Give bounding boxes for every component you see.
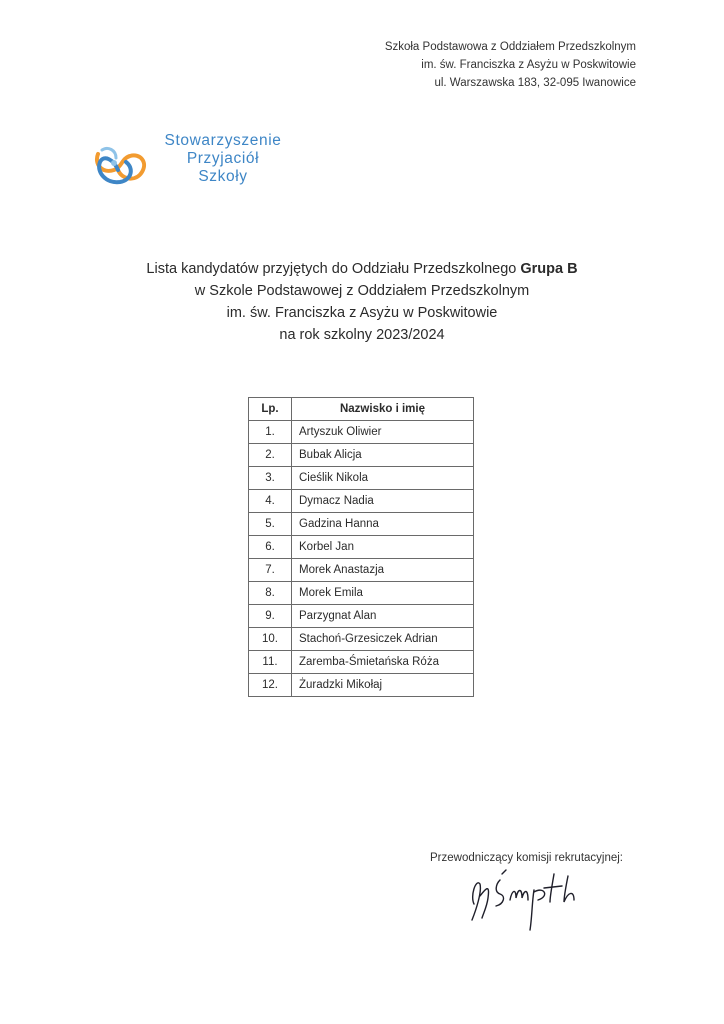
row-number: 2. — [249, 444, 292, 467]
candidate-name: Żuradzki Mikołaj — [292, 674, 474, 697]
row-number: 11. — [249, 651, 292, 674]
signature-label: Przewodniczący komisji rekrutacyjnej: — [430, 852, 624, 864]
row-number: 6. — [249, 536, 292, 559]
candidate-name: Bubak Alicja — [292, 444, 474, 467]
logo-line-2: Przyjaciół — [186, 150, 260, 167]
candidate-name: Morek Emila — [292, 582, 474, 605]
school-address-line: ul. Warszawska 183, 32-095 Iwanowice — [434, 77, 636, 89]
admitted-candidates-table — [248, 397, 474, 697]
row-number: 12. — [249, 674, 292, 697]
table-row — [249, 628, 474, 651]
association-logo — [92, 132, 292, 202]
candidate-name: Stachoń-Grzesiczek Adrian — [292, 628, 474, 651]
table-row — [249, 513, 474, 536]
header-name: Nazwisko i imię — [292, 398, 474, 421]
group-name: Grupa B — [520, 261, 578, 277]
table-row — [249, 467, 474, 490]
candidate-name: Zaremba-Śmietańska Róża — [292, 651, 474, 674]
candidate-name: Morek Anastazja — [292, 559, 474, 582]
table-row — [249, 674, 474, 697]
logo-line-3: Szkoły — [198, 168, 248, 185]
candidate-name: Gadzina Hanna — [292, 513, 474, 536]
title-line-4: na rok szkolny 2023/2024 — [279, 327, 445, 343]
row-number: 8. — [249, 582, 292, 605]
table-header-row — [249, 398, 474, 421]
candidate-name: Korbel Jan — [292, 536, 474, 559]
row-number: 7. — [249, 559, 292, 582]
title-line-3: im. św. Franciszka z Asyżu w Poskwitowie — [226, 305, 498, 321]
title-line-2: w Szkole Podstawowej z Oddziałem Przedszkolnym — [194, 283, 530, 299]
handwritten-signature-icon — [460, 866, 600, 936]
logo-line-1: Stowarzyszenie — [164, 132, 282, 149]
row-number: 3. — [249, 467, 292, 490]
table-row — [249, 559, 474, 582]
school-patron-line: im. św. Franciszka z Asyżu w Poskwitowie — [421, 59, 636, 71]
table-row — [249, 490, 474, 513]
row-number: 4. — [249, 490, 292, 513]
candidate-name: Cieślik Nikola — [292, 467, 474, 490]
title-line-1: Lista kandydatów przyjętych do Oddziału Przedszkolnego Grupa B — [146, 261, 578, 277]
row-number: 10. — [249, 628, 292, 651]
table-row — [249, 536, 474, 559]
school-address-header — [385, 38, 636, 92]
table-row — [249, 421, 474, 444]
table-row — [249, 582, 474, 605]
row-number: 1. — [249, 421, 292, 444]
table-row — [249, 444, 474, 467]
row-number: 9. — [249, 605, 292, 628]
candidate-name: Artyszuk Oliwier — [292, 421, 474, 444]
table-row — [249, 605, 474, 628]
header-lp: Lp. — [249, 398, 292, 421]
logo-wordmark — [148, 132, 298, 186]
table-row — [249, 651, 474, 674]
document-title — [0, 258, 724, 346]
candidate-name: Dymacz Nadia — [292, 490, 474, 513]
infinity-knot-logo-icon — [92, 140, 150, 190]
candidate-name: Parzygnat Alan — [292, 605, 474, 628]
school-name-line: Szkoła Podstawowa z Oddziałem Przedszkolnym — [384, 41, 636, 53]
row-number: 5. — [249, 513, 292, 536]
